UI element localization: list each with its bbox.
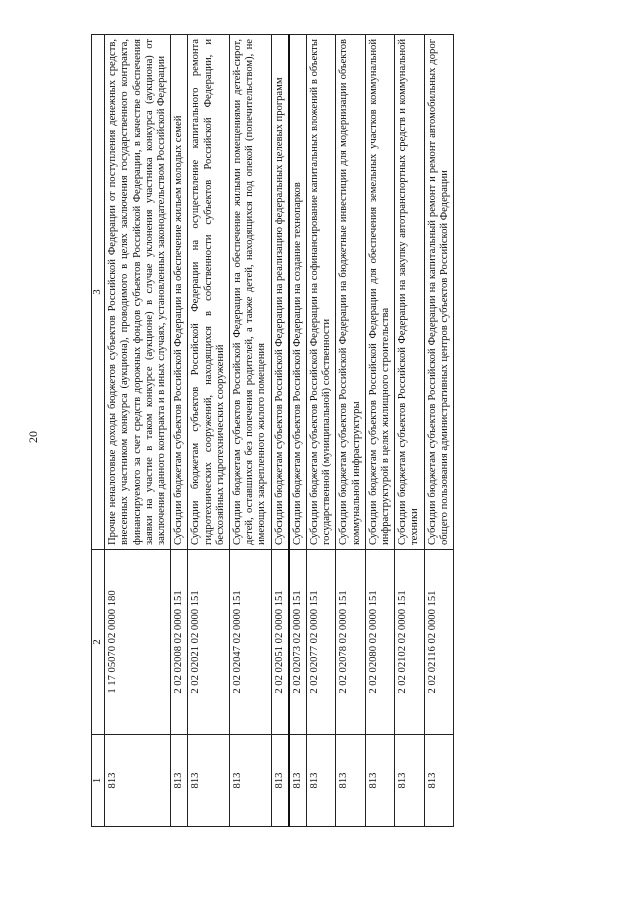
revenue-code-cell: 2 02 02047 02 0000 151 — [230, 550, 272, 735]
revenue-code-cell: 2 02 02080 02 0000 151 — [365, 550, 394, 735]
description-cell: Субсидии бюджетам субъектов Российской Федерации для обеспечения земельных участков коммунальной инфраструктурой в целях жилищного строительства — [365, 35, 394, 550]
revenue-code-cell: 2 02 02021 02 0000 151 — [188, 550, 230, 735]
description-cell: Субсидии бюджетам субъектов Российской Федерации на обеспечение жилыми помещениями детей-сирот, детей, оставшихся без попечения родителей, а также детей, находящихся под опекой (попечительством), не имеющих закрепленного жилого помещения — [230, 35, 272, 550]
table-row — [307, 35, 336, 827]
description-cell: Субсидии бюджетам субъектов Российской Федерации на создание технопарков — [289, 35, 307, 550]
revenue-code-table — [91, 34, 454, 827]
rotated-page-content — [91, 35, 513, 827]
description-cell: Субсидии бюджетам субъектов Российской Федерации на закупку автотранспортных средств и коммунальной техники — [395, 35, 424, 550]
column-number-3: 3 — [92, 35, 105, 550]
description-cell: Субсидии бюджетам субъектов Российской Федерации на бюджетные инвестиции для модернизации объектов коммунальной инфраструктуры — [336, 35, 365, 550]
admin-code-cell: 813 — [336, 735, 365, 827]
table-row — [271, 35, 289, 827]
revenue-code-cell: 1 17 05070 02 0000 180 — [105, 550, 171, 735]
column-number-1: 1 — [92, 735, 105, 827]
table-header-row — [92, 35, 105, 827]
revenue-code-cell: 2 02 02116 02 0000 151 — [424, 550, 453, 735]
table-row — [395, 35, 424, 827]
table-row — [171, 35, 188, 827]
admin-code-cell: 813 — [307, 735, 336, 827]
revenue-code-cell: 2 02 02078 02 0000 151 — [336, 550, 365, 735]
description-cell: Субсидии бюджетам субъектов Российской Федерации на реализацию федеральных целевых программ — [271, 35, 289, 550]
admin-code-cell: 813 — [171, 735, 188, 827]
description-cell: Субсидии бюджетам субъектов Российской Федерации на осуществление капитального ремонта гидротехнических сооружений, находящихся в собственности субъектов Российской Федерации, и бесхозяйных гидротехнических сооружений — [188, 35, 230, 550]
revenue-code-cell: 2 02 02051 02 0000 151 — [271, 550, 289, 735]
admin-code-cell: 813 — [188, 735, 230, 827]
column-number-2: 2 — [92, 550, 105, 735]
admin-code-cell: 813 — [424, 735, 453, 827]
description-cell: Субсидии бюджетам субъектов Российской Федерации на обеспечение жильем молодых семей — [171, 35, 188, 550]
admin-code-cell: 813 — [289, 735, 307, 827]
revenue-code-cell: 2 02 02102 02 0000 151 — [395, 550, 424, 735]
page-number: 20 — [26, 431, 40, 443]
admin-code-cell: 813 — [395, 735, 424, 827]
revenue-code-cell: 2 02 02008 02 0000 151 — [171, 550, 188, 735]
table-row — [188, 35, 230, 827]
table-row — [336, 35, 365, 827]
table-row — [105, 35, 171, 827]
description-cell: Субсидии бюджетам субъектов Российской Федерации на софинансирование капитальных вложений в объекты государственной (муниципальной) собственности — [307, 35, 336, 550]
description-cell: Прочие неналоговые доходы бюджетов субъектов Российской Федерации от поступления денежных средств, внесенных участником конкурса (аукциона), проводимого в целях заключения государственного контракта, финансируемого за счет средств дорожных фондов субъектов Российской Федерации, в качестве обеспечения заявки на участие в таком конкурсе (аукционе) в случае уклонения участника конкурса (аукциона) от заключения данного контракта и в иных случаях, установленных законодательством Российской Федерации — [105, 35, 171, 550]
revenue-code-cell: 2 02 02073 02 0000 151 — [289, 550, 307, 735]
admin-code-cell: 813 — [365, 735, 394, 827]
admin-code-cell: 813 — [271, 735, 289, 827]
table-row — [230, 35, 272, 827]
table-row — [424, 35, 453, 827]
description-cell: Субсидии бюджетам субъектов Российской Федерации на капитальный ремонт и ремонт автомобильных дорог общего пользования административных центров субъектов Российской Федерации — [424, 35, 453, 550]
table-row — [365, 35, 394, 827]
admin-code-cell: 813 — [105, 735, 171, 827]
admin-code-cell: 813 — [230, 735, 272, 827]
table-row — [289, 35, 307, 827]
revenue-code-cell: 2 02 02077 02 0000 151 — [307, 550, 336, 735]
